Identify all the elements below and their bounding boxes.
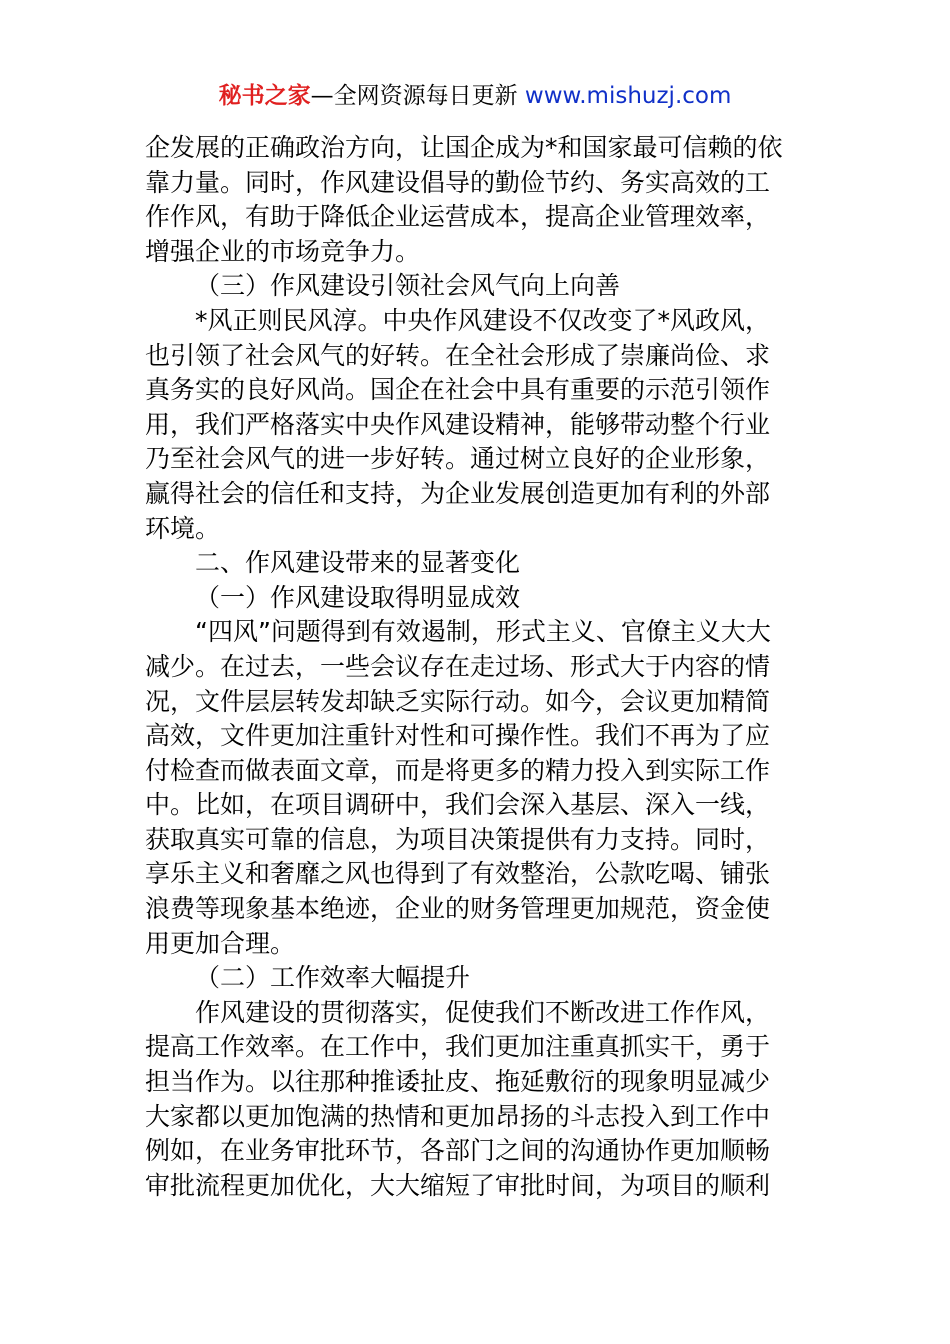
text-line: 增强企业的市场竞争力。 — [145, 236, 421, 266]
text-line: *风正则民风淳。中央作风建设不仅改变了*风政风， — [195, 305, 771, 335]
text-line: 审批流程更加优化，大大缩短了审批时间，为项目的顺利 — [145, 1170, 771, 1200]
text-line: 浪费等现象基本绝迹，企业的财务管理更加规范，资金使 — [145, 894, 771, 924]
text-line: 大家都以更加饱满的热情和更加昂扬的斗志投入到工作中 — [145, 1101, 771, 1131]
text-line: 用，我们严格落实中央作风建设精神，能够带动整个行业 — [145, 409, 771, 439]
text-line: 高效，文件更加注重针对性和可操作性。我们不再为了应 — [145, 721, 771, 751]
site-link[interactable]: www.mishuzj.com — [524, 83, 732, 109]
text-line: 获取真实可靠的信息，为项目决策提供有力支持。同时， — [145, 824, 771, 854]
text-line: 减少。在过去，一些会议存在走过场、形式大于内容的情 — [145, 651, 771, 681]
text-line: 例如，在业务审批环节，各部门之间的沟通协作更加顺畅 — [145, 1136, 771, 1166]
text-line: 担当作为。以往那种推诿扯皮、拖延敷衍的现象明显减少 — [145, 1067, 771, 1097]
text-line: 也引领了社会风气的好转。在全社会形成了崇廉尚俭、求 — [145, 340, 771, 370]
text-line: 提高工作效率。在工作中，我们更加注重真抓实干，勇于 — [145, 1032, 771, 1062]
brand-name: 秘书之家 — [218, 83, 311, 109]
text-line: 中。比如，在项目调研中，我们会深入基层、深入一线， — [145, 790, 771, 820]
text-line: 企发展的正确政治方向，让国企成为*和国家最可信赖的依 — [145, 133, 783, 162]
text-line: “四风”问题得到有效遏制，形式主义、官僚主义大大 — [195, 617, 771, 647]
header-tagline: —全网资源每日更新 — [310, 83, 518, 109]
text-line: 享乐主义和奢靡之风也得到了有效整治，公款吃喝、铺张 — [145, 859, 771, 889]
text-line: 作作风，有助于降低企业运营成本，提高企业管理效率， — [145, 202, 771, 232]
text-line: （一）作风建设取得明显成效 — [195, 582, 521, 612]
text-line: （二）工作效率大幅提升 — [195, 963, 471, 993]
text-line: 二、作风建设带来的显著变化 — [195, 548, 521, 578]
text-line: 乃至社会风气的进一步好转。通过树立良好的企业形象， — [145, 444, 771, 474]
text-line: 真务实的良好风尚。国企在社会中具有重要的示范引领作 — [145, 375, 771, 405]
document-body — [145, 131, 810, 1203]
page-header — [0, 78, 950, 114]
text-line: 用更加合理。 — [145, 928, 296, 958]
text-line: 靠力量。同时，作风建设倡导的勤俭节约、务实高效的工 — [145, 167, 771, 197]
text-line: （三）作风建设引领社会风气向上向善 — [195, 271, 621, 301]
text-line: 况，文件层层转发却缺乏实际行动。如今，会议更加精简 — [145, 686, 771, 716]
text-line: 赢得社会的信任和支持，为企业发展创造更加有利的外部 — [145, 478, 771, 508]
text-line: 付检查而做表面文章，而是将更多的精力投入到实际工作 — [145, 755, 771, 785]
text-line: 作风建设的贯彻落实，促使我们不断改进工作作风， — [195, 997, 771, 1027]
text-line: 环境。 — [145, 513, 221, 543]
